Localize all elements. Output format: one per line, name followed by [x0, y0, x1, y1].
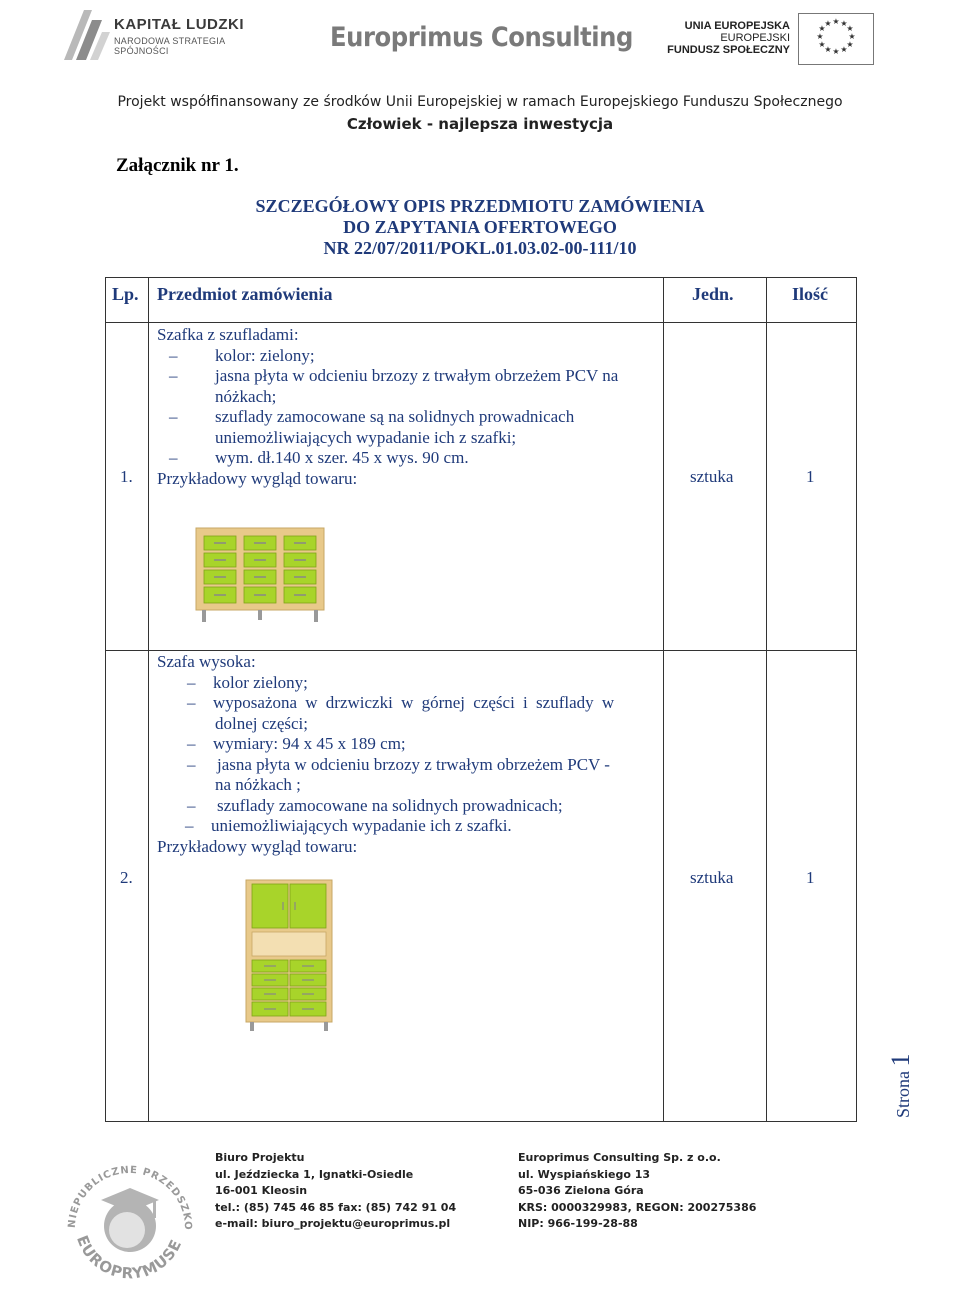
row-1-unit: sztuka	[690, 467, 734, 486]
page-number-value: 1	[886, 1053, 915, 1067]
row-1-title: Szafka z szufladami:	[157, 325, 299, 344]
row-1-bullet: – szuflady zamocowane są na solidnych prowadnicach	[169, 407, 575, 426]
svg-text:★: ★	[840, 45, 848, 54]
motto: Człowiek - najlepsza inwestycja	[346, 115, 614, 133]
row-2-bullet: – wyposażona w drzwiczki w górnej części i szuflady w	[187, 693, 615, 712]
row-2-bullet: – kolor zielony;	[187, 672, 308, 692]
footer-right-line: Europrimus Consulting Sp. z o.o.	[518, 1151, 721, 1164]
footer-right-address	[518, 1150, 756, 1233]
europrymusek-logo	[55, 1138, 205, 1298]
footer-right-line: KRS: 0000329983, REGON: 200275386	[518, 1200, 757, 1214]
kapital-ludzki-subtitle: NARODOWA STRATEGIA SPÓJNOŚCI	[114, 36, 225, 56]
ue-line-3: FUNDUSZ SPOŁECZNY	[667, 44, 790, 56]
row-2-unit: sztuka	[690, 868, 734, 887]
svg-text:★: ★	[832, 47, 840, 56]
svg-text:★: ★	[846, 40, 854, 49]
row-2-qty: 1	[806, 868, 815, 887]
row-1-description	[157, 325, 657, 489]
col-divider	[663, 278, 664, 1121]
row-1-bullet: – wym. dł.140 x szer. 45 x wys. 90 cm.	[169, 448, 469, 467]
row-2-sample-label: Przykładowy wygląd towaru:	[157, 836, 358, 856]
annex-label: Załącznik nr 1.	[116, 155, 239, 176]
header-unit: Jedn.	[692, 284, 734, 304]
svg-text:★: ★	[816, 32, 824, 41]
footer-right-line: ul. Wyspiańskiego 13	[518, 1167, 651, 1181]
svg-text:★: ★	[846, 24, 854, 33]
footer-left-address	[215, 1150, 456, 1233]
footer-left-line: 16-001 Kleosin	[215, 1184, 308, 1197]
kapital-ludzki-title: KAPITAŁ LUDZKI	[114, 16, 245, 33]
footer-left-line: Biuro Projektu	[215, 1151, 305, 1164]
svg-text:★: ★	[824, 19, 832, 28]
row-2-lp: 2.	[120, 868, 133, 887]
row-2-bullet-cont: na nóżkach ;	[215, 775, 301, 794]
row-2-title: Szafa wysoka:	[157, 652, 256, 671]
ue-line-2: EUROPEJSKI	[720, 32, 790, 44]
kapital-ludzki-logo	[62, 6, 262, 62]
row-1-bullet: – jasna płyta w odcieniu brzozy z trwałym obrzeżem PCV na	[169, 366, 619, 385]
footer-left-line: e-mail: biuro_projektu@europrimus.pl	[215, 1217, 451, 1230]
row-1-product-image	[190, 524, 330, 639]
cofinance-note: Projekt współfinansowany ze środków Unii Europejskiej w ramach Europejskiego Funduszu Społecznego	[117, 94, 843, 110]
row-2-bullet: – wymiary: 94 x 45 x 189 cm;	[187, 734, 406, 753]
europrimus-logo: Europrimus Consulting	[330, 22, 633, 53]
row-1-bullet-cont: uniemożliwiających wypadanie ich z szafki;	[215, 427, 517, 447]
header-subject: Przedmiot zamówienia	[157, 284, 333, 304]
title-line-1: SZCZEGÓŁOWY OPIS PRZEDMIOTU ZAMÓWIENIA	[255, 196, 705, 216]
svg-text:★: ★	[824, 45, 832, 54]
logo-text-bottom: EUROPRYMUSE	[72, 1232, 186, 1283]
svg-text:★: ★	[818, 24, 826, 33]
footer-left-line: ul. Jeździecka 1, Ignatki-Osiedle	[215, 1167, 414, 1181]
col-divider	[148, 278, 149, 1121]
title-line-3: NR 22/07/2011/POKL.01.03.02-00-111/10	[323, 238, 637, 258]
footer-left-line: tel.: (85) 745 46 85 fax: (85) 742 91 04	[215, 1200, 457, 1214]
eu-flag-icon	[798, 13, 874, 65]
svg-text:★: ★	[832, 17, 840, 26]
row-2-bullet: – szuflady zamocowane na solidnych prowadnicach;	[187, 795, 563, 815]
col-divider	[766, 278, 767, 1121]
row-2-description	[157, 652, 657, 857]
header-lp: Lp.	[112, 284, 139, 304]
kapital-ludzki-emblem-icon	[62, 6, 112, 62]
order-table	[105, 277, 857, 1122]
row-2-product-image	[242, 878, 338, 1038]
row-2-bullet-cont: dolnej części;	[215, 713, 308, 733]
row-2-bullet: – jasna płyta w odcieniu brzozy z trwałym obrzeżem PCV -	[187, 754, 610, 774]
footer-right-line: NIP: 966-199-28-88	[518, 1217, 638, 1230]
row-divider	[106, 650, 856, 651]
page-label: Strona	[893, 1071, 913, 1118]
ue-line-1: UNIA EUROPEJSKA	[684, 20, 790, 32]
svg-text:★: ★	[840, 19, 848, 28]
svg-text:★: ★	[818, 40, 826, 49]
svg-text:★: ★	[848, 32, 856, 41]
document-title	[0, 196, 960, 259]
logo-text-top: NIEPUBLICZNE PRZEDSZKO	[66, 1164, 194, 1231]
page-number	[886, 1054, 916, 1119]
row-divider	[106, 322, 856, 323]
row-1-bullet-cont: nóżkach;	[215, 386, 277, 406]
footer-right-line: 65-036 Zielona Góra	[518, 1184, 644, 1197]
row-2-bullet: – uniemożliwiających wypadanie ich z szafki.	[185, 816, 512, 835]
row-1-lp: 1.	[120, 467, 133, 486]
row-1-sample-label: Przykładowy wygląd towaru:	[157, 468, 358, 488]
row-1-qty: 1	[806, 467, 815, 486]
ue-text-block	[667, 20, 790, 56]
title-line-2: DO ZAPYTANIA OFERTOWEGO	[343, 217, 617, 237]
header-qty: Ilość	[792, 284, 828, 304]
row-1-bullet: – kolor: zielony;	[169, 345, 315, 365]
